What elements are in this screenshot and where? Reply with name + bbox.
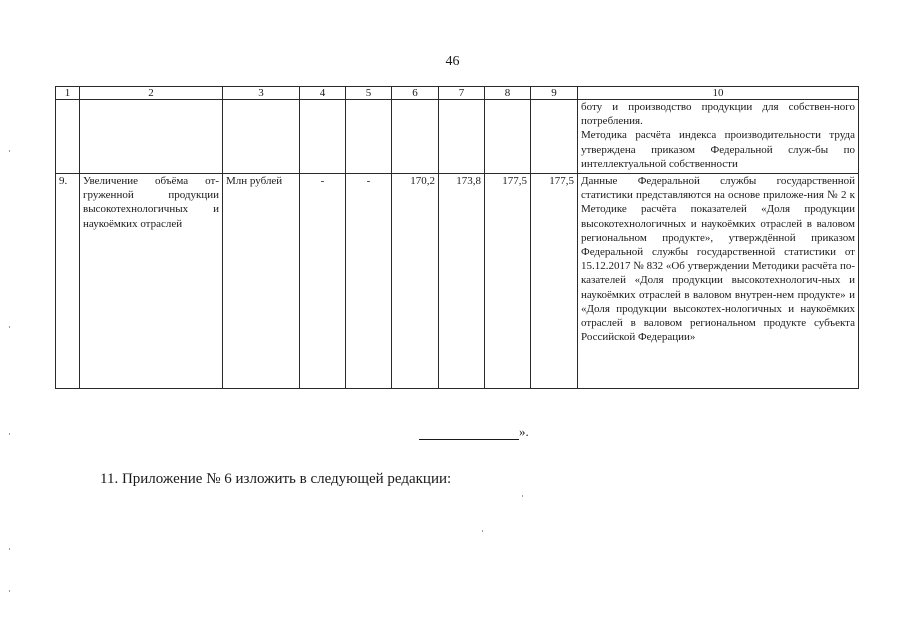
indicators-table bbox=[55, 86, 859, 389]
item-11-text: 11. Приложение № 6 изложить в следующей редакции: bbox=[100, 471, 452, 487]
closing-underline bbox=[419, 427, 519, 440]
continuation-cell bbox=[578, 100, 859, 174]
table-cell bbox=[80, 100, 223, 174]
table-row-9 bbox=[56, 174, 859, 389]
table-cell bbox=[223, 100, 300, 174]
table-row-continuation bbox=[56, 100, 859, 174]
closing-mark bbox=[419, 424, 529, 440]
scan-speck bbox=[9, 590, 10, 592]
scan-speck bbox=[522, 495, 523, 497]
header-cell: 9 bbox=[531, 87, 578, 100]
header-cell: 8 bbox=[485, 87, 531, 100]
header-cell: 10 bbox=[578, 87, 859, 100]
table-cell bbox=[346, 100, 392, 174]
value-cell: - bbox=[300, 174, 346, 389]
scan-speck bbox=[482, 530, 483, 532]
table-cell bbox=[56, 100, 80, 174]
table-cell bbox=[300, 100, 346, 174]
continuation-paragraph: боту и производство продукции для собствен-ного потребления. bbox=[581, 101, 855, 128]
value-cell: - bbox=[346, 174, 392, 389]
page-number: 46 bbox=[445, 54, 460, 69]
table-cell bbox=[485, 100, 531, 174]
unit-cell: Млн рублей bbox=[223, 174, 300, 389]
table-header-row bbox=[56, 87, 859, 100]
row-number: 9. bbox=[56, 174, 80, 389]
data-source-cell: Данные Федеральной службы государственной статистики представляются на основе приложе-ния № 2 к Методике расчёта показателей «Доля продукции высокотехнологичных и наукоёмких отраслей в валовом региональном продукте», утверждённой приказом Федеральной службы государственной статистики от 15.12.2017 № 832 «Об утверждении Методики расчёта по-казателей «Доля продукции высокотехнологич-ных и наукоёмких отраслей в валовом внутрен-нем продукте» и «Доля продукции высокотех-нологичных и наукоёмких отраслей в валовом региональном продукте субъекта Российской Федерации» bbox=[578, 174, 859, 389]
closing-quote: ». bbox=[519, 424, 529, 439]
value-cell: 177,5 bbox=[531, 174, 578, 389]
header-cell: 4 bbox=[300, 87, 346, 100]
scan-speck bbox=[9, 548, 10, 550]
scan-speck bbox=[9, 150, 10, 152]
continuation-paragraph: Методика расчёта индекса производительности труда утверждена приказом Федеральной служ-бы по интеллектуальной собственности bbox=[581, 129, 855, 170]
value-cell: 173,8 bbox=[439, 174, 485, 389]
table-cell bbox=[439, 100, 485, 174]
value-cell: 177,5 bbox=[485, 174, 531, 389]
value-cell: 170,2 bbox=[392, 174, 439, 389]
header-cell: 6 bbox=[392, 87, 439, 100]
scan-speck bbox=[9, 326, 10, 328]
header-cell: 3 bbox=[223, 87, 300, 100]
table-cell bbox=[392, 100, 439, 174]
header-cell: 5 bbox=[346, 87, 392, 100]
header-cell: 7 bbox=[439, 87, 485, 100]
scan-speck bbox=[9, 433, 10, 435]
table-cell bbox=[531, 100, 578, 174]
header-cell: 2 bbox=[80, 87, 223, 100]
header-cell: 1 bbox=[56, 87, 80, 100]
indicator-name: Увеличение объёма от-груженной продукции высокотехнологичных и наукоёмких отраслей bbox=[80, 174, 223, 389]
